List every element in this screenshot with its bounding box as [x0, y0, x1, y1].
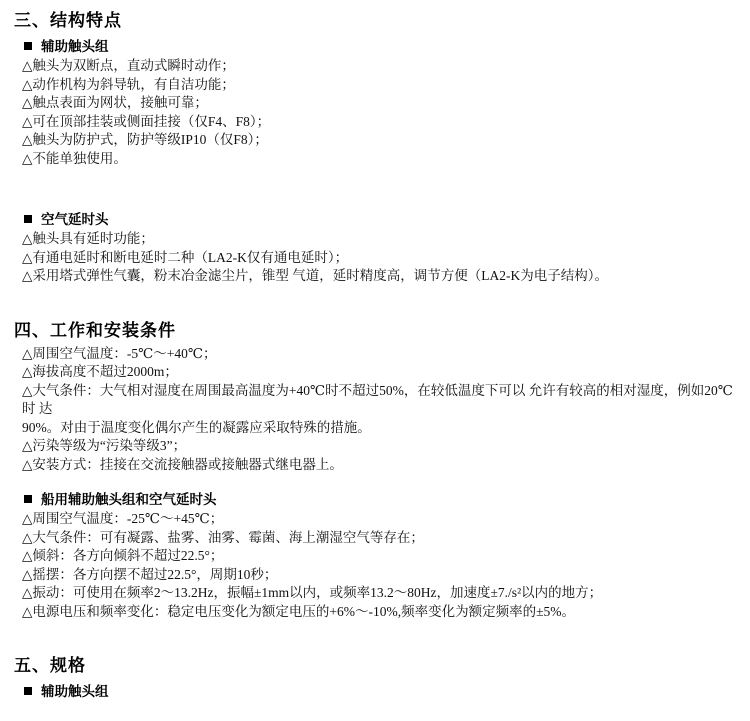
subheading-auxiliary-contact-group: [0, 35, 750, 57]
spacer: [0, 621, 750, 651]
square-bullet-icon: [24, 495, 32, 503]
body-line: △触头为防护式，防护等级IP10（仅F8）；: [22, 132, 268, 147]
subheading-spec-auxiliary-contact-group: [0, 680, 750, 702]
block-air-delay-head: [0, 208, 750, 286]
body-line: △大气条件：大气相对湿度在周围最高温度为+40℃时不超过50%，在较低温度下可以 允许有较高的相对湿度，例如20℃时 达: [22, 382, 733, 416]
body-line: △不能单独使用。: [22, 150, 127, 166]
block-specifications-aux-contact-group: [0, 680, 750, 702]
body-line: △采用塔式弹性气囊，粉末冶金滤尘片，锥型 气道，延时精度高，调节方便（LA2-K为电子结构）。: [22, 268, 608, 283]
body-line: △倾斜：各方向倾斜不超过22.5°；: [22, 548, 224, 563]
body-line: 90%。对由于温度变化偶尔产生的凝露应采取特殊的措施。: [22, 419, 371, 435]
block-marine-conditions: [0, 488, 750, 621]
spacer: [0, 474, 750, 488]
subheading-text: 辅助触头组: [41, 684, 109, 699]
section-heading-working-conditions: 四、工作和安装条件: [14, 320, 176, 340]
body-line: △大气条件：可有凝露、盐雾、油雾、霉菌、海上潮湿空气等存在；: [22, 529, 424, 545]
subheading-marine-aux-contact-and-air-delay: [0, 488, 750, 510]
body-line: △触点表面为网状，接触可靠；: [22, 95, 208, 110]
body-line: △振动：可使用在频率2～13.2Hz，振幅±1mm以内，或频率13.2～80Hz，加速度±7./s²以内的地方；: [22, 585, 603, 600]
body-line: △海拔高度不超过2000m；: [22, 364, 178, 379]
square-bullet-icon: [24, 687, 32, 695]
square-bullet-icon: [24, 215, 32, 223]
section-heading-structure: 三、结构特点: [14, 11, 122, 30]
section-heading-specifications: 五、规格: [14, 656, 86, 675]
body-line: △动作机构为斜导轨，有自洁功能；: [22, 76, 235, 92]
body-line: △摇摆：各方向摆不超过22.5°，周期10秒；: [22, 566, 278, 582]
spacer: [0, 168, 750, 208]
body-line: △污染等级为“污染等级3”；: [22, 438, 187, 453]
body-line: △电源电压和频率变化：稳定电压变化为额定电压的+6%～-10%,频率变化为额定频率的±5%。: [22, 603, 576, 619]
square-bullet-icon: [24, 42, 32, 50]
spacer: [0, 286, 750, 316]
block-general-conditions: [0, 345, 750, 475]
subheading-air-delay-head: [0, 208, 750, 230]
body-line: △安装方式：挂接在交流接触器或接触器式继电器上。: [22, 456, 343, 472]
body-line: △有通电延时和断电延时二种（LA2-K仅有通电延时）；: [22, 249, 349, 265]
subheading-text: 船用辅助触头组和空气延时头: [41, 492, 217, 507]
subheading-text: 空气延时头: [41, 212, 109, 227]
subheading-text: 辅助触头组: [41, 39, 109, 54]
body-line: △周围空气温度：-25℃～+45℃；: [22, 511, 224, 526]
body-line: △触头具有延时功能；: [22, 231, 154, 246]
body-line: △周围空气温度：-5℃～+40℃；: [22, 345, 217, 361]
block-auxiliary-contact-group: [0, 35, 750, 168]
body-line: △可在顶部挂装或侧面挂接（仅F4、F8）；: [22, 113, 271, 129]
body-line: △触头为双断点，直动式瞬时动作；: [22, 58, 235, 73]
